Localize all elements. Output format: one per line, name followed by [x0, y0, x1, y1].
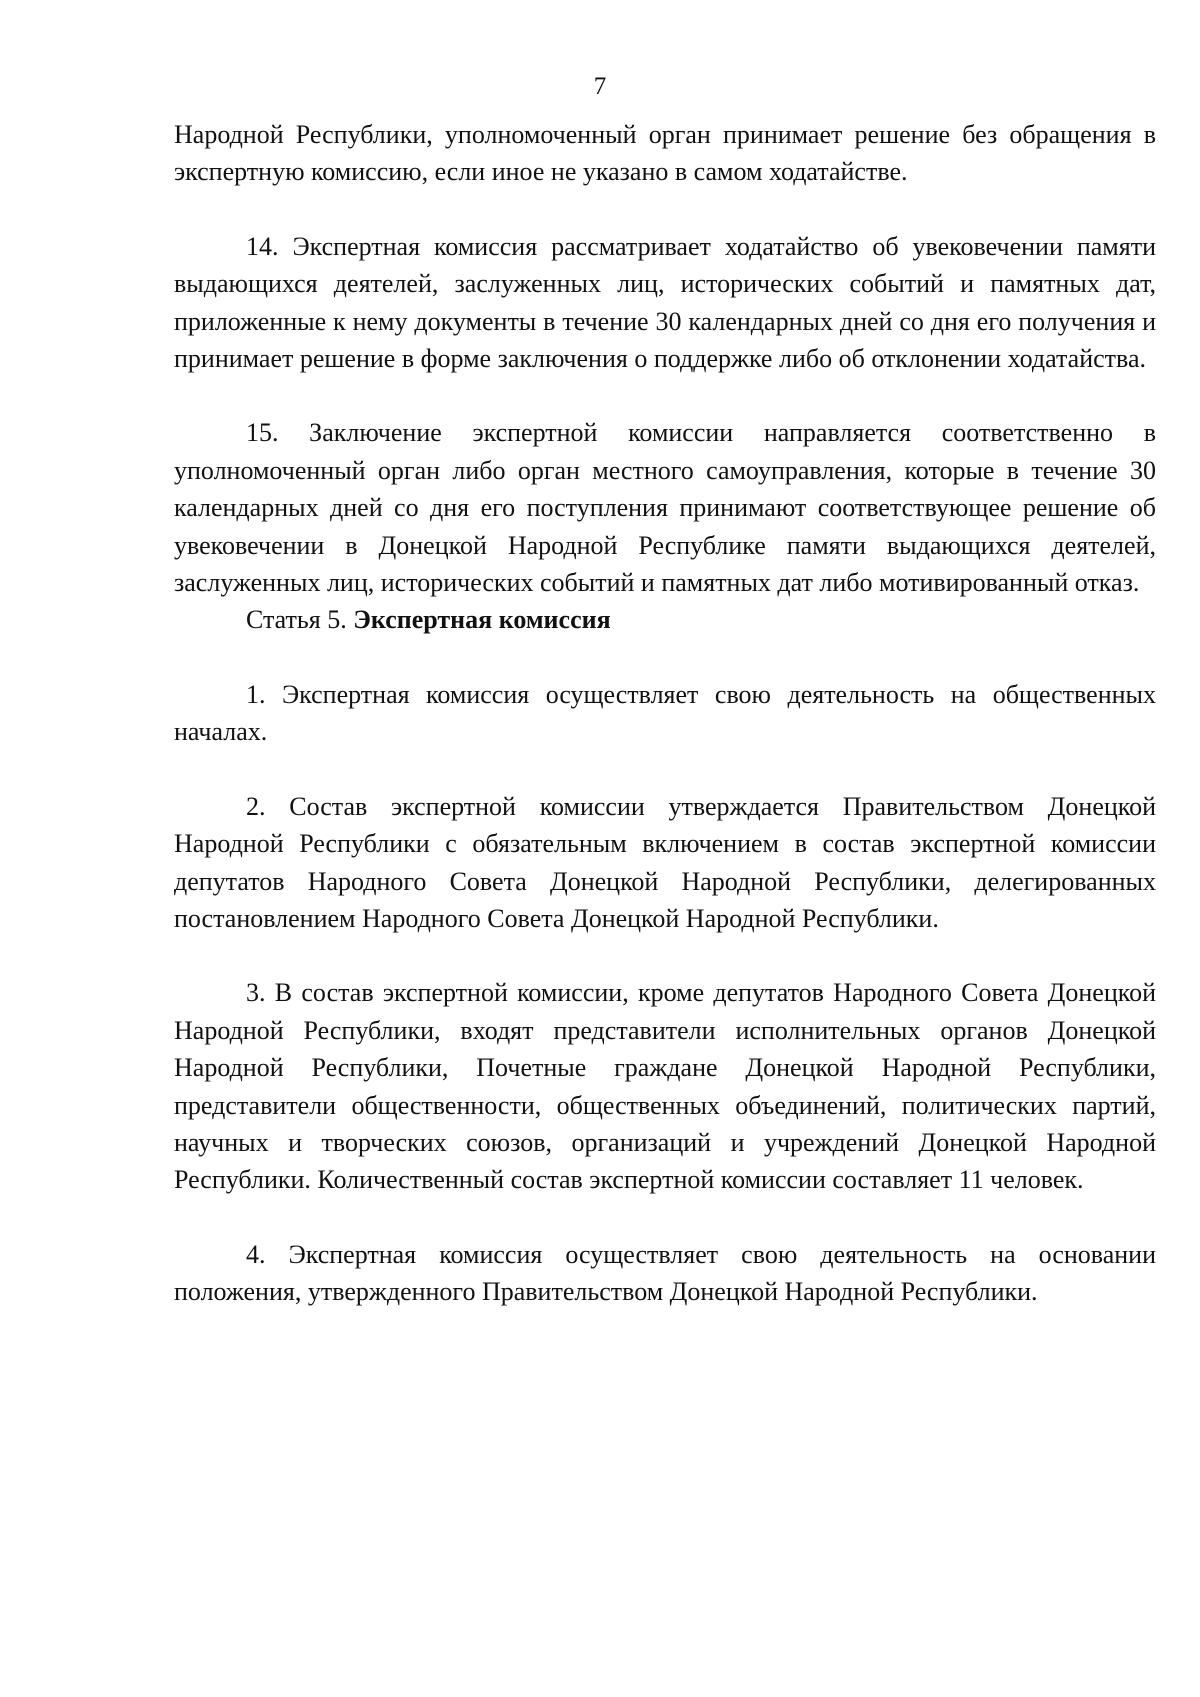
article-item-3: 3. В состав экспертной комиссии, кроме депутатов Народного Совета Донецкой Народной Республики, входят представители исполнительных органов Донецкой Народной Республики, Почетные граждане Донецкой Народной Республики, представители общественности, общественных объединений, политических партий, научных и творческих союзов, организаций и учреждений Донецкой Народной Республики. Количественный состав экспертной комиссии составляет 11 человек.: [174, 978, 1156, 1195]
article-item-4: 4. Экспертная комиссия осуществляет свою деятельность на основании положения, утвержденного Правительством Донецкой Народной Республики.: [174, 1239, 1156, 1307]
article-heading: [174, 601, 1156, 638]
article-title: Экспертная комиссия: [353, 605, 611, 635]
paragraph-clause-14: 14. Экспертная комиссия рассматривает ходатайство об увековечении памяти выдающихся деятелей, заслуженных лиц, исторических событий и памятных дат, приложенные к нему документы в течение 30 календарных дней со дня его получения и принимает решение в форме заключения о поддержке либо об отклонении ходатайства.: [174, 231, 1156, 374]
article-item-1: 1. Экспертная комиссия осуществляет свою деятельность на общественных началах.: [174, 679, 1156, 747]
paragraph-clause-15: 15. Заключение экспертной комиссии направляется соответственно в уполномоченный орган либо орган местного самоуправления, которые в течение 30 календарных дней со дня его поступления принимают соответствующее решение об увековечении в Донецкой Народной Республике памяти выдающихся деятелей, заслуженных лиц, исторических событий и памятных дат либо мотивированный отказ.: [174, 418, 1156, 598]
document-body: [174, 116, 1156, 1311]
article-item-2: 2. Состав экспертной комиссии утверждается Правительством Донецкой Народной Республики с обязательным включением в состав экспертной комиссии депутатов Народного Совета Донецкой Народной Республики, делегированных постановлением Народного Совета Донецкой Народной Республики.: [174, 791, 1156, 933]
page-number: 7: [593, 73, 607, 100]
article-prefix: Статья 5.: [246, 605, 347, 635]
paragraph-continuation: Народной Республики, уполномоченный орган принимает решение без обращения в экспертную комиссию, если иное не указано в самом ходатайстве.: [174, 120, 1156, 187]
